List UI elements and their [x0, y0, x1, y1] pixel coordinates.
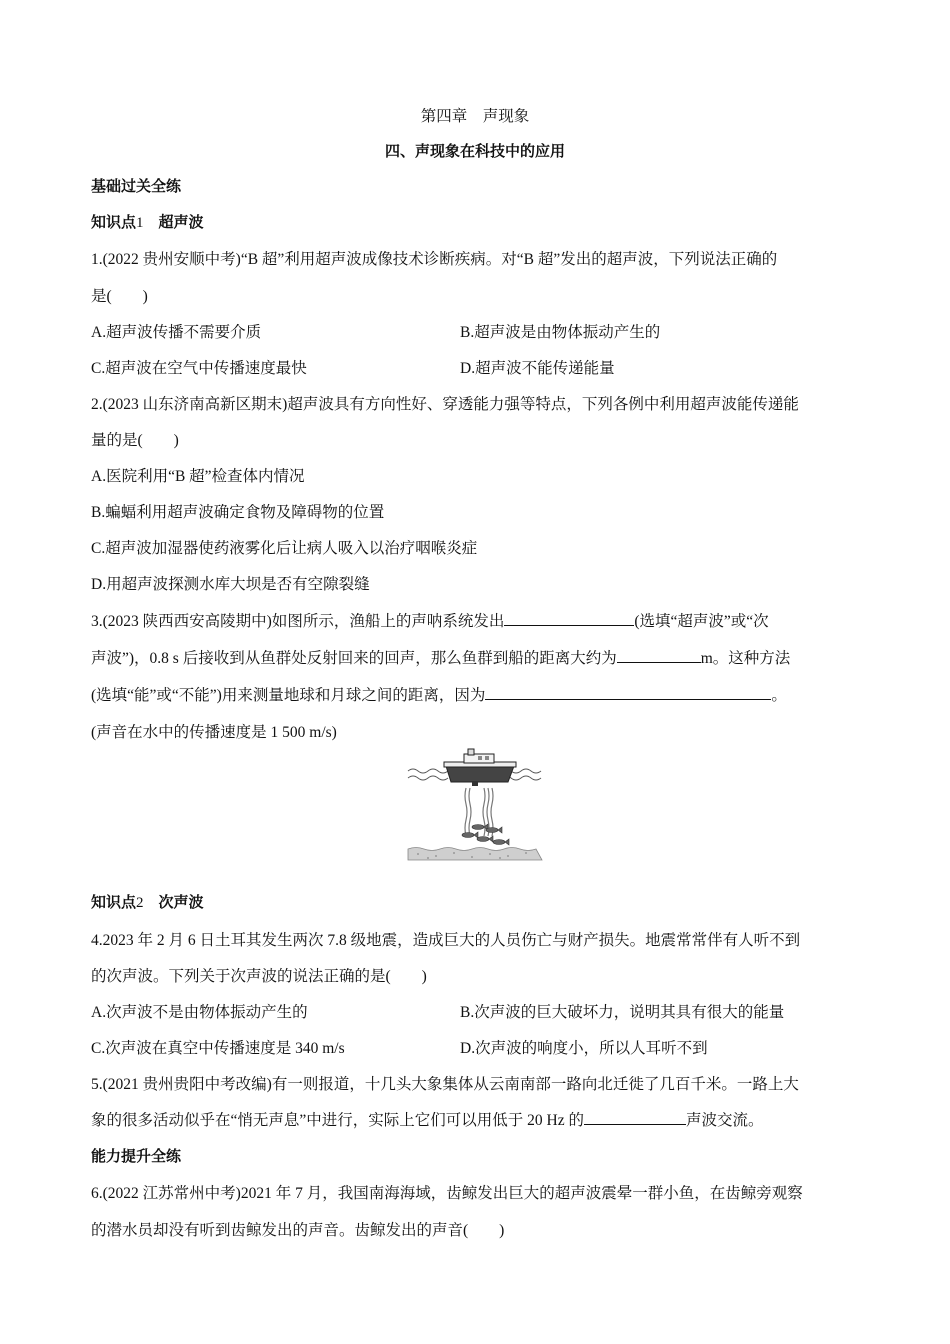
fishing-boat-icon — [444, 749, 516, 786]
q5-stem-line2 — [91, 1108, 763, 1130]
q3-line2-text-a: 声波”)，0.8 s 后接收到从鱼群处反射回来的回声，那么鱼群到船的距离大约为 — [91, 650, 617, 667]
q3-stem-line1 — [91, 609, 769, 631]
q3-line3-text-b: 。 — [771, 687, 787, 704]
q2-stem-line1: 2.(2023 山东济南高新区期末)超声波具有方向性好、穿透能力强等特点，下列各例中利用超声波能传递能 — [91, 396, 799, 413]
q3-line1-text-a: 3.(2023 陕西西安高陵期中)如图所示，渔船上的声呐系统发出 — [91, 613, 505, 630]
q4-option-c: C.次声波在真空中传播速度是 340 m/s — [91, 1040, 345, 1057]
q3-line2-text-b: m。这种方法 — [700, 650, 791, 667]
q2-option-b: B.蝙蝠利用超声波确定食物及障碍物的位置 — [91, 504, 385, 521]
q6-stem-line2: 的潜水员却没有听到齿鲸发出的声音。齿鲸发出的声音( ) — [91, 1222, 505, 1239]
q3-stem-line2 — [91, 646, 790, 668]
q4-option-a: A.次声波不是由物体振动产生的 — [91, 1004, 308, 1021]
q5-line2-text-a: 象的很多活动似乎在“悄无声息”中进行，实际上它们可以用低于 20 Hz 的 — [91, 1112, 584, 1129]
q2-option-a: A.医院利用“B 超”检查体内情况 — [91, 468, 305, 485]
section-title: 四、声现象在科技中的应用 — [384, 142, 565, 160]
q3-blank-2[interactable] — [617, 647, 701, 663]
q2-option-d: D.用超声波探测水库大坝是否有空隙裂缝 — [91, 576, 370, 593]
q3-blank-3[interactable] — [485, 684, 771, 700]
q1-option-b: B.超声波是由物体振动产生的 — [460, 324, 661, 341]
kp2-label: 知识点 — [91, 893, 137, 911]
q3-stem-line3 — [91, 683, 787, 705]
q5-blank-1[interactable] — [584, 1109, 686, 1125]
seabed — [408, 848, 542, 861]
q4-option-b: B.次声波的巨大破坏力，说明其具有很大的能量 — [460, 1004, 785, 1021]
q3-stem-line4: (声音在水中的传播速度是 1 500 m/s) — [91, 724, 337, 741]
knowledge-point-2 — [91, 891, 204, 912]
q4-stem-line1: 4.2023 年 2 月 6 日土耳其发生两次 7.8 级地震，造成巨大的人员伤亡与财产损失。地震常常伴有人听不到 — [91, 932, 801, 949]
q4-stem-line2: 的次声波。下列关于次声波的说法正确的是( ) — [91, 968, 427, 985]
q6-stem-line1: 6.(2022 江苏常州中考)2021 年 7 月，我国南海海域，齿鲸发出巨大的超声波震晕一群小鱼，在齿鲸旁观察 — [91, 1185, 803, 1202]
kp1-number: 1 — [136, 215, 144, 231]
ability-practice-heading: 能力提升全练 — [91, 1147, 182, 1165]
q5-stem-line1: 5.(2021 贵州贵阳中考改编)有一则报道，十几头大象集体从云南南部一路向北迁徙了几百千米。一路上大 — [91, 1076, 799, 1093]
kp2-number: 2 — [136, 895, 144, 911]
kp2-title: 次声波 — [158, 893, 204, 911]
basic-practice-heading: 基础过关全练 — [91, 177, 182, 195]
q2-stem-line2: 量的是( ) — [91, 432, 179, 449]
chapter-title: 第四章 声现象 — [420, 108, 530, 125]
kp1-title: 超声波 — [158, 213, 204, 231]
q1-option-d: D.超声波不能传递能量 — [460, 360, 615, 377]
sonar-fishing-boat-figure — [406, 748, 544, 861]
q3-blank-1[interactable] — [504, 610, 634, 626]
q5-line2-text-b: 声波交流。 — [685, 1112, 764, 1129]
knowledge-point-1 — [91, 211, 204, 232]
q1-option-a: A.超声波传播不需要介质 — [91, 324, 262, 341]
q1-option-c: C.超声波在空气中传播速度最快 — [91, 360, 307, 377]
q4-option-d: D.次声波的响度小，所以人耳听不到 — [460, 1040, 708, 1057]
q1-stem-line1: 1.(2022 贵州安顺中考)“B 超”利用超声波成像技术诊断疾病。对“B 超”发出的超声波，下列说法正确的 — [91, 251, 778, 268]
q1-stem-line2: 是( ) — [91, 288, 148, 305]
q2-option-c: C.超声波加湿器使药液雾化后让病人吸入以治疗咽喉炎症 — [91, 540, 478, 557]
q3-line1-text-b: (选填“超声波”或“次 — [634, 613, 769, 630]
kp1-label: 知识点 — [91, 213, 137, 231]
q3-line3-text-a: (选填“能”或“不能”)用来测量地球和月球之间的距离，因为 — [91, 687, 486, 704]
